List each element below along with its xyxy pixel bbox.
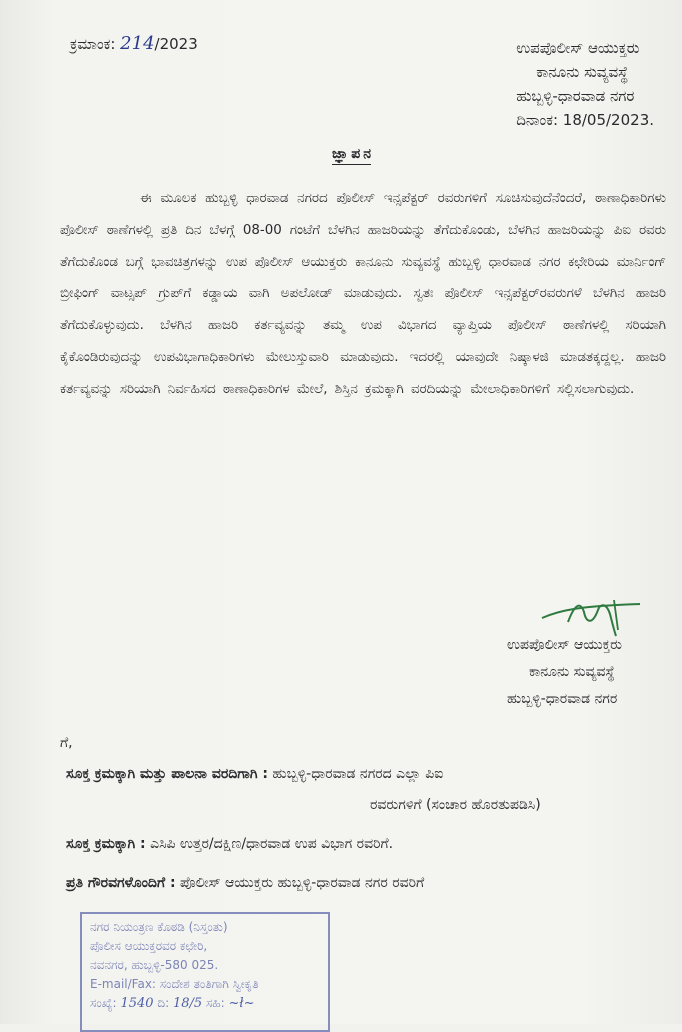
memo-title: ಜ್ಞಾಪನ: [332, 146, 375, 162]
stamp-line-2: ಪೊಲೀಸ ಆಯುಕ್ತರವರ ಕಛೇರಿ,: [90, 939, 208, 953]
handwritten-reference-number: 214: [120, 33, 155, 54]
signature-line-3: ಹುಬ್ಬಳ್ಳಿ-ಧಾರವಾಡ ನಗರ: [507, 691, 618, 707]
stamp-date: 18/5: [172, 996, 203, 1011]
memo-body: ಈ ಮೂಲಕ ಹುಬ್ಬಳ್ಳಿ ಧಾರವಾಡ ನಗರದ ಪೊಲೀಸ್ ಇನ್ಸಪೆಕ್ಟರ್ ರವರುಗಳಿಗೆ ಸೂಚಿಸುವುದೆನೆಂದರೆ, ಠಾಣಾಧಿಕಾರಿಗಳು ಪೊಲೀಸ್ ಠಾಣೆಗಳಲ್ಲಿ ಪ್ರತಿ ದಿನ ಬೆಳಗ್ಗೆ 08-00 ಗಂಟೆಗೆ ಬೆಳಗಿನ ಹಾಜರಿಯನ್ನು ತೆಗೆದುಕೊಂಡು, ಬೆಳಗಿನ ಹಾಜರಿಯನ್ನು ಪಿಐ ರವರು ತೆಗೆದುಕೊಂಡ ಬಗ್ಗೆ ಭಾವಚಿತ್ರಗಳನ್ನು ಉಪ ಪೊಲೀಸ್ ಆಯುಕ್ತರು ಕಾನೂನು ಸುವ್ಯವಸ್ಥೆ ಹುಬ್ಬಳ್ಳಿ ಧಾರವಾಡ ನಗರ ಕಛೇರಿಯ ಮಾರ್ನಿಂಗ್ ಬ್ರೀಫಿಂಗ್ ವಾಟ್ಸಪ್ ಗ್ರುಪ್‌ಗೆ ಕಡ್ಡಾಯ ವಾಗಿ ಅಪಲೋಡ್ ಮಾಡುವುದು. ಸ್ವತಃ ಪೊಲೀಸ್ ಇನ್ಸಪೆಕ್ಟರ್‌ರವರುಗಳೆ ಬೆಳಗಿನ ಹಾಜರಿ ತೆಗೆದುಕೊಳ್ಳುವುದು. ಬೆಳಗಿನ ಹಾಜರಿ ಕರ್ತವ್ಯವನ್ನು ತಮ್ಮ ಉಪ ವಿಭಾಗದ ವ್ಯಾಪ್ತಿಯ ಪೊಲೀಸ್ ಠಾಣೆಗಳಲ್ಲಿ ಸರಿಯಾಗಿ ಕೈಕೊಂಡಿರುವುದನ್ನು ಉಪವಿಭಾಗಾಧಿಕಾರಿಗಳು ಮೇಲುಸ್ತುವಾರಿ ಮಾಡುವುದು. ಇದರಲ್ಲಿ ಯಾವುದೇ ನಿಷ್ಕಾಳಜಿ ಮಾಡತಕ್ಕದ್ದಲ್ಲ. ಹಾಜರಿ ಕರ್ತವ್ಯವನ್ನು ಸರಿಯಾಗಿ ನಿರ್ವಹಿಸದ ಠಾಣಾಧಿಕಾರಿಗಳ ಮೇಲೆ, ಶಿಸ್ತಿನ ಕ್ರಮಕ್ಕಾಗಿ ವರದಿಯನ್ನು ಮೇಲಾಧಿಕಾರಿಗಳಿಗೆ ಸಲ್ಲಿಸಲಾಗುವುದು.: [60, 191, 666, 397]
signature-line-1: ಉಪಪೊಲೀಸ್ ಆಯುಕ್ತರು: [507, 637, 622, 653]
office-line-3: ಹುಬ್ಬಳ್ಳಿ-ಧಾರವಾಡ ನಗರ: [516, 87, 635, 105]
reference-year: /2023: [154, 35, 198, 53]
copy-1-text: ಹುಬ್ಬಳ್ಳಿ-ಧಾರವಾಡ ನಗರದ ಎಲ್ಲಾ ಪಿಐ: [272, 766, 444, 782]
stamp-date-label: ದಿ:: [157, 996, 170, 1010]
stamp-number: 1540: [120, 996, 154, 1011]
signature-block: [507, 632, 622, 713]
receipt-stamp: [80, 912, 330, 1032]
copy-line-1: [66, 766, 443, 782]
office-line-2: ಕಾನೂನು ಸುವ್ಯವಸ್ಥೆ: [536, 63, 629, 81]
stamp-line-5: [90, 994, 320, 1013]
reference-number: [70, 33, 198, 54]
copy-line-3: [66, 875, 424, 891]
issuing-office: [516, 36, 654, 132]
copy-3-text: ಪೊಲೀಸ್ ಆಯುಕ್ತರು ಹುಬ್ಬಳ್ಳಿ-ಧಾರವಾಡ ನಗರ ರವರಿಗೆ: [180, 875, 425, 891]
stamp-line-4: E-mail/Fax: ಸಂದೇಶ ತಂತಿಗಾಗಿ ಸ್ವೀಕೃತಿ: [90, 977, 259, 991]
stamp-line-3: ನವನಗರ, ಹುಬ್ಬಳ್ಳಿ-580 025.: [90, 958, 219, 972]
copy-2-text: ಎಸಿಪಿ ಉತ್ತರ/ದಕ್ಷಿಣ/ಧಾರವಾಡ ಉಪ ವಿಭಾಗ ರವರಿಗೆ.: [150, 836, 394, 852]
copy-1-text-cont: ರವರುಗಳಿಗೆ (ಸಂಚಾರ ಹೊರತುಪಡಿಸಿ): [370, 797, 541, 813]
memo-date: ದಿನಾಂಕ: 18/05/2023.: [516, 111, 654, 129]
stamp-number-label: ಸಂಖ್ಯೆ:: [90, 996, 117, 1010]
copy-3-label: ಪ್ರತಿ ಗೌರವಗಳೊಂದಿಗೆ :: [66, 875, 176, 891]
copy-line-2: [66, 836, 393, 852]
stamp-initials: ~ł~: [228, 996, 255, 1011]
copy-line-1-cont: [370, 797, 541, 813]
copy-1-label: ಸೂಕ್ತ ಕ್ರಮಕ್ಕಾಗಿ ಮತ್ತು ಪಾಲನಾ ವರದಿಗಾಗಿ :: [66, 766, 268, 782]
stamp-sign-label: ಸಹಿ:: [206, 996, 225, 1010]
signature-line-2: ಕಾನೂನು ಸುವ್ಯವಸ್ಥೆ: [529, 664, 615, 680]
copy-2-label: ಸೂಕ್ತ ಕ್ರಮಕ್ಕಾಗಿ :: [66, 836, 146, 852]
reference-label: ಕ್ರಮಾಂಕ:: [70, 35, 116, 53]
recipients-heading: ಗೆ,: [60, 735, 73, 751]
office-line-1: ಉಪಪೊಲೀಸ್ ಆಯುಕ್ತರು: [516, 39, 640, 57]
stamp-line-1: ನಗರ ನಿಯಂತ್ರಣ ಕೊಠಡಿ (ನಿಸ್ತಂತು): [90, 920, 228, 934]
